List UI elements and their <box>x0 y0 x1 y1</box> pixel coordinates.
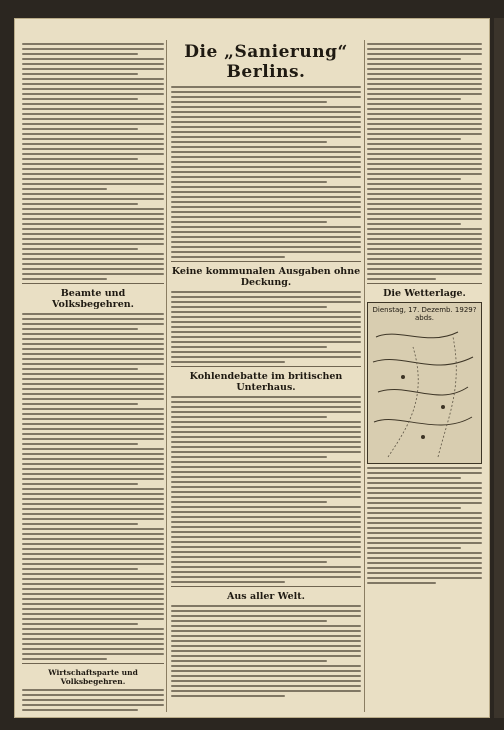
article-text-block <box>171 396 361 583</box>
weather-map <box>367 302 482 464</box>
article-text-block <box>22 313 164 660</box>
weather-map-label: Dienstag, 17. Dezemb. 1929? abds. <box>372 306 477 322</box>
article-heading: Kohlendebatte im britischen Unterhaus. <box>189 371 343 393</box>
article-text-block <box>367 467 482 584</box>
weather-heading: Die Wetterlage. <box>383 288 466 299</box>
column-left <box>22 40 164 712</box>
page-headline: Die „Sanierung“ Berlins. <box>184 42 348 82</box>
weather-map-drawing <box>368 317 481 461</box>
newspaper-page <box>14 18 490 718</box>
article-text-block <box>367 43 482 280</box>
article-heading: Aus aller Welt. <box>227 591 305 602</box>
column-right <box>367 40 482 712</box>
article-heading: Wirtschaftsparte und Volksbegehren. <box>48 668 138 686</box>
page-edge <box>494 18 504 718</box>
article-text-block <box>171 291 361 363</box>
article-text-block <box>22 43 164 280</box>
column-middle <box>171 40 361 712</box>
article-heading: Keine kommunalen Ausgaben ohne Deckung. <box>171 266 361 288</box>
article-text-block <box>22 689 164 712</box>
article-text-block <box>171 86 361 258</box>
article-heading: Beamte und Volksbegehren. <box>52 288 134 310</box>
article-text-block <box>171 605 361 697</box>
